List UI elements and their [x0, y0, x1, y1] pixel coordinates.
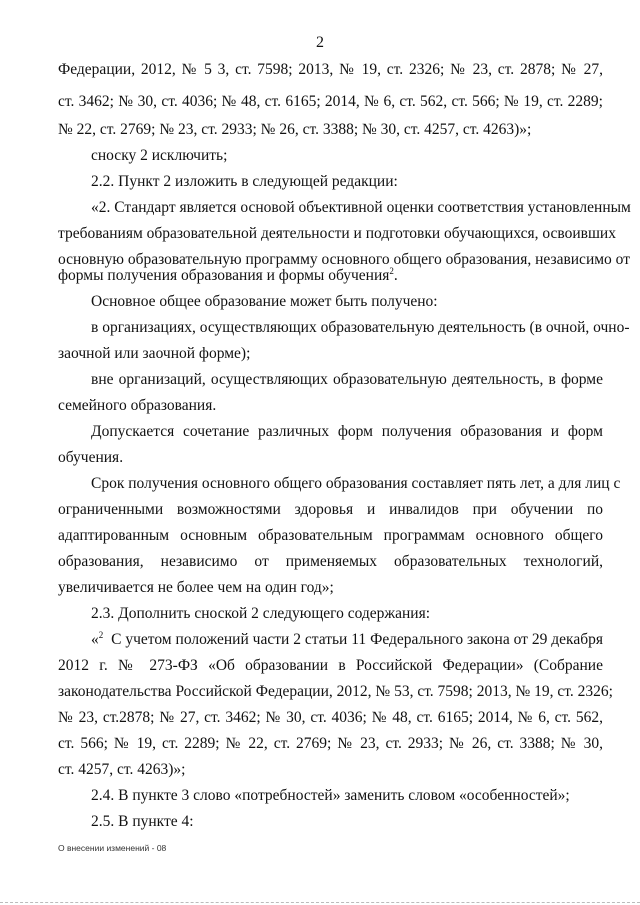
text-line: Федерации, 2012, № 5 3, ст. 7598; 2013, № 19, ст. 2326; № 23, ст. 2878; № 27,: [58, 61, 603, 78]
text-line: семейного образования.: [58, 397, 217, 414]
text-line: сноску 2 исключить;: [91, 147, 228, 164]
scan-edge: [0, 902, 640, 903]
text-line: ст. 3462; № 30, ст. 4036; № 48, ст. 6165; 2014, № 6, ст. 562, ст. 566; № 19, ст. 2289;: [58, 93, 603, 110]
text-line: основную образовательную программу основного общего образования, независимо от: [58, 251, 630, 268]
text-segment: «: [91, 631, 99, 648]
text-line: Допускается сочетание различных форм получения образования и форм: [91, 423, 603, 440]
footnote-mark: 2: [98, 629, 104, 640]
text-line: в организациях, осуществляющих образовательную деятельность (в очной, очно-: [91, 319, 630, 336]
text-line: образования, независимо от применяемых образовательных технологий,: [58, 553, 603, 570]
text-segment: формы получения образования и формы обучения: [58, 267, 390, 284]
text-line: требованиям образовательной деятельности и подготовки обучающихся, освоивших: [58, 225, 616, 242]
text-line: обучения.: [58, 449, 124, 466]
text-line: заочной или заочной форме);: [58, 345, 251, 362]
text-segment: С учетом положений части 2 статьи 11 Федерального закона от 29 декабря: [111, 631, 604, 648]
footnote-mark: 2: [389, 265, 394, 276]
text-line: 2012 г. № 273-ФЗ «Об образовании в Российской Федерации» (Собрание: [58, 657, 603, 674]
text-line: 2.5. В пункте 4:: [91, 813, 194, 830]
text-line: ст. 4257, ст. 4263)»;: [58, 761, 186, 778]
text-line: № 23, ст.2878; № 27, ст. 3462; № 30, ст. 4036; № 48, ст. 6165; 2014, № 6, ст. 562,: [58, 709, 603, 726]
text-line: законодательства Российской Федерации, 2012, № 53, ст. 7598; 2013, № 19, ст. 2326;: [58, 683, 613, 700]
text-line: № 22, ст. 2769; № 23, ст. 2933; № 26, ст. 3388; № 30, ст. 4257, ст. 4263)»;: [58, 121, 532, 138]
text-line: ст. 566; № 19, ст. 2289; № 22, ст. 2769; № 23, ст. 2933; № 26, ст. 3388; № 30,: [58, 735, 603, 752]
text-line: [58, 267, 603, 285]
text-line: Срок получения основного общего образования составляет пять лет, а для лиц с: [91, 475, 621, 492]
text-line: [91, 631, 603, 649]
text-line: адаптированным основным образовательным программам основного общего: [58, 527, 603, 544]
text-line: увеличивается не более чем на один год»;: [58, 579, 334, 596]
text-line: 2.2. Пункт 2 изложить в следующей редакции:: [91, 173, 398, 190]
text-line: вне организаций, осуществляющих образовательную деятельность, в форме: [91, 371, 603, 388]
text-segment: .: [393, 267, 398, 284]
page-number: 2: [316, 34, 324, 51]
text-line: Основное общее образование может быть получено:: [91, 293, 438, 310]
text-line: 2.3. Дополнить сноской 2 следующего содержания:: [91, 605, 431, 622]
text-line: ограниченными возможностями здоровья и инвалидов при обучении по: [58, 501, 603, 518]
text-line: «2. Стандарт является основой объективной оценки соответствия установленным: [91, 199, 631, 216]
page-footer: О внесении изменений - 08: [58, 843, 167, 853]
text-line: 2.4. В пункте 3 слово «потребностей» заменить словом «особенностей»;: [91, 787, 570, 804]
